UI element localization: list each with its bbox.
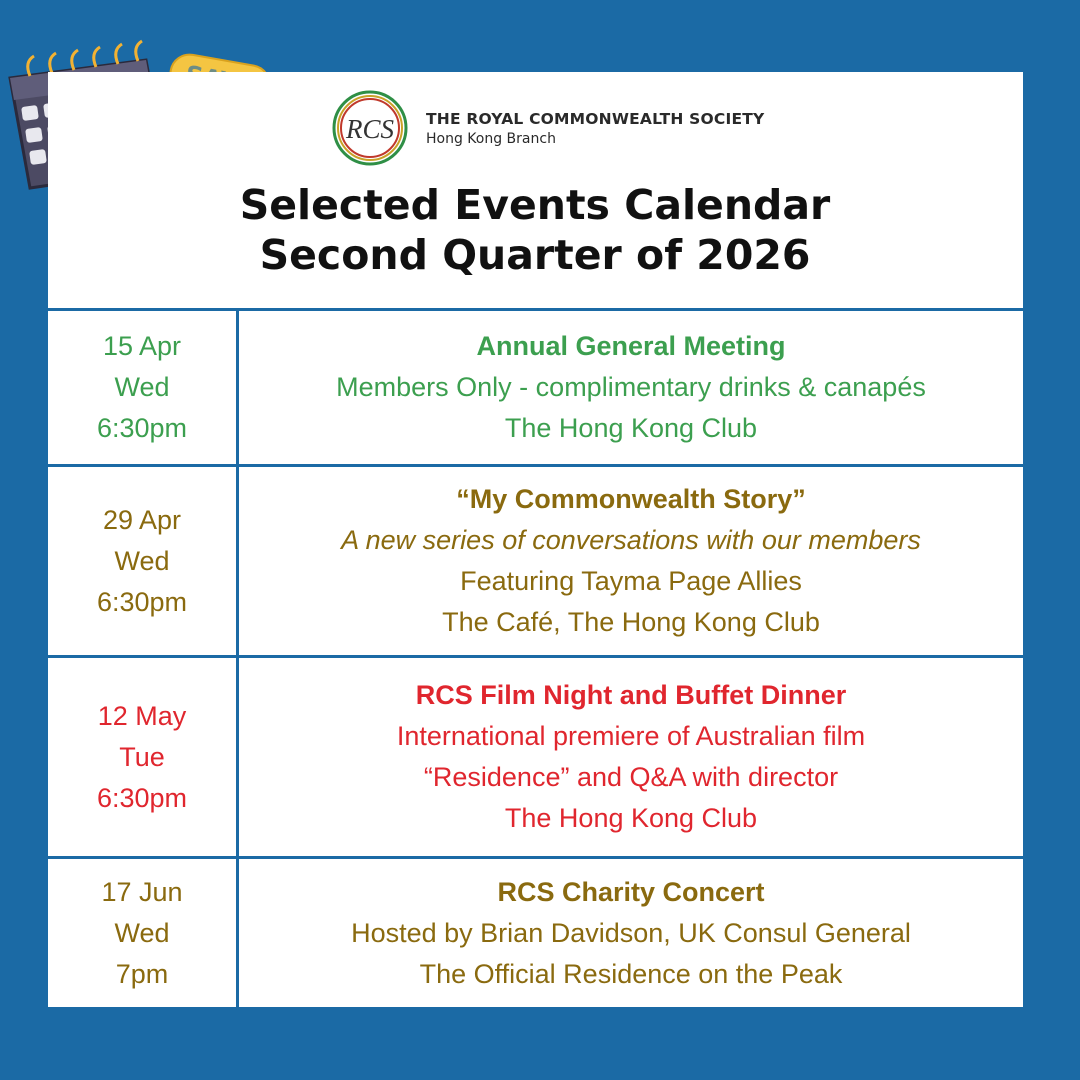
event-time: 7pm	[115, 958, 169, 989]
event-details	[239, 311, 1023, 464]
event-time: 6:30pm	[96, 782, 188, 813]
event-date	[48, 467, 236, 655]
logo-text: RCS	[345, 114, 395, 144]
title-line-1: Selected Events Calendar	[239, 181, 831, 229]
event-day: 15 Apr	[102, 331, 182, 361]
event-weekday: Wed	[114, 372, 170, 402]
event-details	[239, 467, 1023, 655]
title-line-2: Second Quarter of 2026	[259, 231, 811, 279]
event-title: RCS Charity Concert	[497, 876, 765, 907]
rcs-logo	[330, 88, 410, 168]
event-row	[48, 311, 1023, 464]
event-time: 6:30pm	[96, 413, 188, 443]
event-day: 29 Apr	[102, 504, 182, 535]
event-title: RCS Film Night and Buffet Dinner	[415, 680, 847, 710]
event-line: International premiere of Australian film	[396, 721, 866, 751]
event-line: Featuring Tayma Page Allies	[460, 566, 802, 596]
events-card	[48, 72, 1023, 1007]
page-title	[20, 180, 1050, 280]
event-weekday: Tue	[119, 741, 165, 772]
event-line: Members Only - complimentary drinks & canapés	[336, 372, 926, 402]
event-time: 6:30pm	[96, 586, 188, 617]
event-row	[48, 658, 1023, 856]
event-weekday: Wed	[114, 545, 170, 576]
header	[48, 72, 1023, 310]
event-date	[48, 311, 236, 464]
event-title: Annual General Meeting	[476, 331, 786, 361]
event-venue: The Official Residence on the Peak	[419, 958, 843, 989]
event-day: 12 May	[97, 700, 187, 731]
event-title: “My Commonwealth Story”	[456, 484, 806, 514]
event-line: Hosted by Brian Davidson, UK Consul General	[351, 917, 911, 948]
event-venue: The Hong Kong Club	[504, 413, 758, 443]
org-branch: Hong Kong Branch	[426, 131, 556, 147]
event-details	[239, 658, 1023, 856]
org-block	[426, 110, 764, 147]
event-venue: The Hong Kong Club	[504, 803, 758, 833]
event-row	[48, 859, 1023, 1007]
event-date	[48, 859, 236, 1007]
event-subtitle: A new series of conversations with our members	[341, 525, 921, 555]
org-name: THE ROYAL COMMONWEALTH SOCIETY	[426, 110, 765, 128]
event-day: 17 Jun	[101, 876, 183, 907]
event-details	[239, 859, 1023, 1007]
event-date	[48, 658, 236, 856]
event-line: “Residence” and Q&A with director	[423, 762, 839, 792]
event-weekday: Wed	[114, 917, 170, 948]
event-venue: The Café, The Hong Kong Club	[442, 607, 820, 637]
event-row	[48, 467, 1023, 655]
